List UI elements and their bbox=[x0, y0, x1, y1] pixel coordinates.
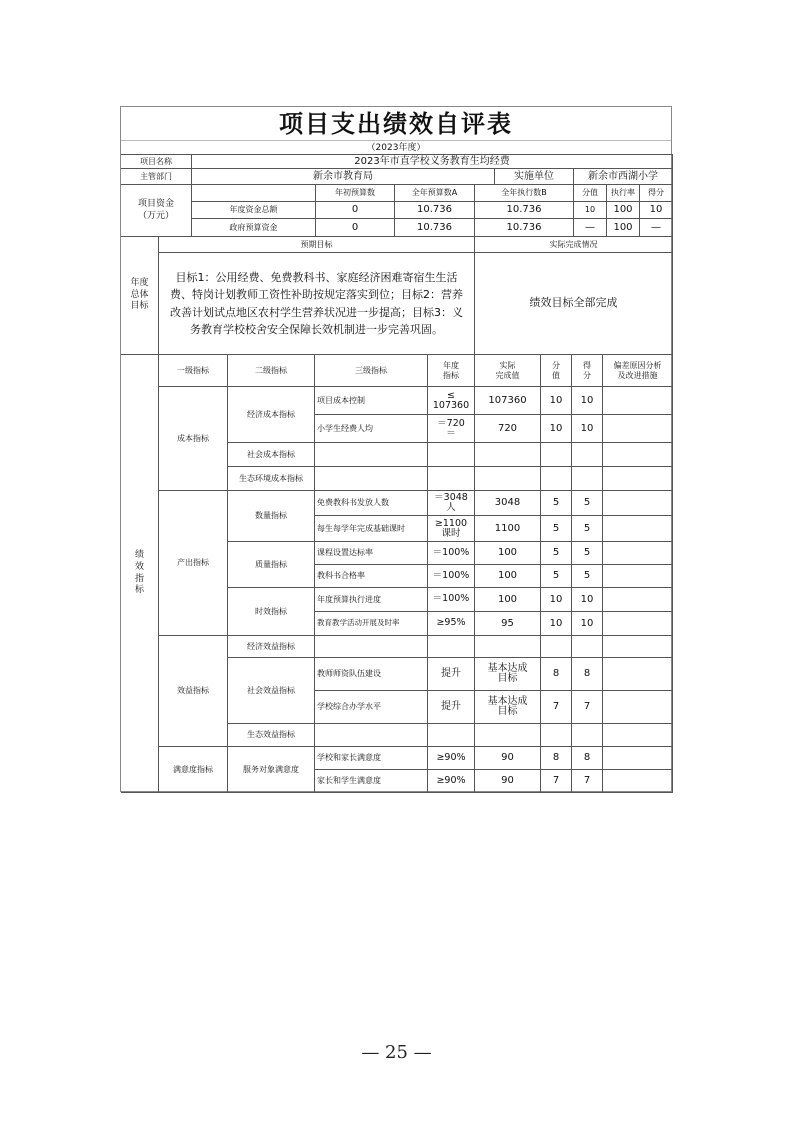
indicator-points: 8 bbox=[541, 658, 572, 691]
label-funds: 项目资金 （万元） bbox=[121, 185, 192, 237]
indicator-deviation bbox=[603, 415, 673, 443]
indicator-name: 学校综合办学水平 bbox=[315, 691, 428, 724]
indicator-index: 提升 bbox=[428, 658, 475, 691]
empty-cell bbox=[572, 467, 603, 491]
indicator-actual: 95 bbox=[475, 612, 541, 636]
indicator-name: 课程设置达标率 bbox=[315, 542, 428, 565]
level2-social-benefit: 社会效益指标 bbox=[228, 658, 315, 724]
empty-cell bbox=[315, 443, 428, 467]
table-title: 项目支出绩效自评表 bbox=[279, 109, 513, 138]
indicator-actual: 90 bbox=[475, 747, 541, 770]
indicator-score: 10 bbox=[572, 612, 603, 636]
indicator-actual: 720 bbox=[475, 415, 541, 443]
indicator-deviation bbox=[603, 588, 673, 612]
empty-cell bbox=[541, 467, 572, 491]
label-impl-unit: 实施单位 bbox=[495, 169, 574, 185]
indicator-score: 8 bbox=[572, 747, 603, 770]
level2-quantity: 数量指标 bbox=[228, 491, 315, 542]
indicator-points: 10 bbox=[541, 588, 572, 612]
empty-cell bbox=[428, 724, 475, 747]
indicator-score: 5 bbox=[572, 491, 603, 516]
indicator-index: ≤ 107360 bbox=[428, 387, 475, 415]
total-full-budget: 10.736 bbox=[395, 202, 475, 219]
indicator-name: 小学生经费人均 bbox=[315, 415, 428, 443]
empty-cell bbox=[541, 443, 572, 467]
total-exec-rate: 100 bbox=[607, 202, 640, 219]
indicator-points: 10 bbox=[541, 612, 572, 636]
level1-benefit: 效益指标 bbox=[159, 636, 228, 747]
empty-cell bbox=[603, 724, 673, 747]
empty-cell bbox=[315, 467, 428, 491]
empty-cell bbox=[475, 467, 541, 491]
empty-cell bbox=[541, 724, 572, 747]
project-name-value: 2023年市直学校义务教育生均经费 bbox=[192, 154, 673, 169]
label-full-budget: 全年预算数A bbox=[395, 185, 475, 202]
indicator-score: 10 bbox=[572, 588, 603, 612]
indicator-points: 5 bbox=[541, 516, 572, 542]
empty-cell bbox=[603, 443, 673, 467]
total-score: 10 bbox=[640, 202, 673, 219]
label-score: 得分 bbox=[640, 185, 673, 202]
indicator-deviation bbox=[603, 491, 673, 516]
empty-cell bbox=[572, 724, 603, 747]
gov-score-value: — bbox=[574, 219, 607, 237]
empty-cell bbox=[572, 636, 603, 658]
label-dept: 主管部门 bbox=[121, 169, 192, 185]
label-project-name: 项目名称 bbox=[121, 154, 192, 169]
label-full-exec: 全年执行数B bbox=[475, 185, 574, 202]
total-full-exec: 10.736 bbox=[475, 202, 574, 219]
empty-cell bbox=[315, 724, 428, 747]
label-exec-rate: 执行率 bbox=[607, 185, 640, 202]
indicator-score: 7 bbox=[572, 691, 603, 724]
empty-cell bbox=[541, 636, 572, 658]
level2-eco-benefit: 生态效益指标 bbox=[228, 724, 315, 747]
indicator-name: 教师师资队伍建设 bbox=[315, 658, 428, 691]
gov-score: — bbox=[640, 219, 673, 237]
col-actual-value: 实际 完成值 bbox=[475, 355, 541, 387]
level2-timeliness: 时效指标 bbox=[228, 588, 315, 636]
table-year: （2023年度） bbox=[121, 140, 671, 155]
indicator-name: 教科书合格率 bbox=[315, 565, 428, 588]
level1-cost: 成本指标 bbox=[159, 387, 228, 491]
indicator-name: 项目成本控制 bbox=[315, 387, 428, 415]
label-total-funds: 年度资金总额 bbox=[192, 202, 316, 219]
indicator-deviation bbox=[603, 747, 673, 770]
goal-result: 绩效目标全部完成 bbox=[475, 253, 673, 355]
indicator-index: ＝3048 人 bbox=[428, 491, 475, 516]
level2-social-cost: 社会成本指标 bbox=[228, 443, 315, 467]
col-level3: 三级指标 bbox=[315, 355, 428, 387]
indicator-index: 提升 bbox=[428, 691, 475, 724]
total-score-value: 10 bbox=[574, 202, 607, 219]
empty-cell bbox=[428, 467, 475, 491]
gov-full-exec: 10.736 bbox=[475, 219, 574, 237]
level2-econ-cost: 经济成本指标 bbox=[228, 387, 315, 443]
col-annual-index: 年度 指标 bbox=[428, 355, 475, 387]
empty-cell bbox=[572, 443, 603, 467]
col-deviation: 偏差原因分析 及改进措施 bbox=[603, 355, 673, 387]
indicator-score: 10 bbox=[572, 387, 603, 415]
empty-cell bbox=[315, 636, 428, 658]
page-number: — 25 — bbox=[361, 1042, 432, 1063]
empty-cell bbox=[475, 724, 541, 747]
indicator-index: ≥90% bbox=[428, 747, 475, 770]
indicator-deviation bbox=[603, 516, 673, 542]
label-annual-goal: 年度 总体 目标 bbox=[121, 237, 159, 355]
indicator-deviation bbox=[603, 565, 673, 588]
indicator-actual: 100 bbox=[475, 565, 541, 588]
goal-text: 目标1：公用经费、免费教科书、家庭经济困难寄宿生生活费、特岗计划教师工资性补助按规定落实到位；目标2：营养改善计划试点地区农村学生营养状况进一步提高；目标3：义务教育学校校舍安全保障长效机制进一步完善巩固。 bbox=[159, 253, 475, 355]
indicator-index: ＝100% bbox=[428, 565, 475, 588]
empty-cell bbox=[475, 636, 541, 658]
label-perf-indicator: 绩 效 指 标 bbox=[121, 355, 159, 793]
label-initial-budget: 年初预算数 bbox=[316, 185, 395, 202]
indicator-index: ＝100% bbox=[428, 542, 475, 565]
impl-unit-value: 新余市西湖小学 bbox=[574, 169, 673, 185]
indicator-points: 5 bbox=[541, 491, 572, 516]
indicator-score: 5 bbox=[572, 565, 603, 588]
indicator-index: ≥90% bbox=[428, 770, 475, 793]
col-got: 得 分 bbox=[572, 355, 603, 387]
indicator-deviation bbox=[603, 387, 673, 415]
indicator-points: 10 bbox=[541, 387, 572, 415]
indicator-deviation bbox=[603, 542, 673, 565]
indicator-actual: 90 bbox=[475, 770, 541, 793]
indicator-name: 免费教科书发放人数 bbox=[315, 491, 428, 516]
level2-econ-benefit: 经济效益指标 bbox=[228, 636, 315, 658]
level2-eco-cost: 生态环境成本指标 bbox=[228, 467, 315, 491]
empty-cell bbox=[603, 636, 673, 658]
empty-cell bbox=[428, 443, 475, 467]
indicator-points: 5 bbox=[541, 542, 572, 565]
total-initial: 0 bbox=[316, 202, 395, 219]
empty-cell bbox=[603, 467, 673, 491]
gov-full-budget: 10.736 bbox=[395, 219, 475, 237]
col-points: 分 值 bbox=[541, 355, 572, 387]
label-score-value: 分值 bbox=[574, 185, 607, 202]
indicator-score: 5 bbox=[572, 542, 603, 565]
indicator-index: ≥1100 课时 bbox=[428, 516, 475, 542]
indicator-actual: 107360 bbox=[475, 387, 541, 415]
performance-evaluation-table bbox=[120, 106, 672, 792]
col-level2: 二级指标 bbox=[228, 355, 315, 387]
gov-initial: 0 bbox=[316, 219, 395, 237]
indicator-score: 5 bbox=[572, 516, 603, 542]
label-gov-funds: 政府预算资金 bbox=[192, 219, 316, 237]
indicator-actual: 基本达成 目标 bbox=[475, 658, 541, 691]
label-actual-status: 实际完成情况 bbox=[475, 237, 673, 253]
gov-exec-rate: 100 bbox=[607, 219, 640, 237]
indicator-points: 10 bbox=[541, 415, 572, 443]
indicator-deviation bbox=[603, 612, 673, 636]
funds-blank bbox=[192, 185, 316, 202]
indicator-index: ＝100% bbox=[428, 588, 475, 612]
indicator-name: 每生每学年完成基础课时 bbox=[315, 516, 428, 542]
indicator-index: ＝720 ＝ bbox=[428, 415, 475, 443]
level2-service: 服务对象满意度 bbox=[228, 747, 315, 793]
col-level1: 一级指标 bbox=[159, 355, 228, 387]
indicator-name: 教育教学活动开展及时率 bbox=[315, 612, 428, 636]
indicator-score: 7 bbox=[572, 770, 603, 793]
label-expected-goal: 预期目标 bbox=[159, 237, 475, 253]
indicator-score: 8 bbox=[572, 658, 603, 691]
indicator-actual: 3048 bbox=[475, 491, 541, 516]
indicator-index: ≥95% bbox=[428, 612, 475, 636]
indicator-points: 7 bbox=[541, 770, 572, 793]
level2-quality: 质量指标 bbox=[228, 542, 315, 588]
indicator-actual: 100 bbox=[475, 542, 541, 565]
empty-cell bbox=[475, 443, 541, 467]
indicator-name: 学校和家长满意度 bbox=[315, 747, 428, 770]
indicator-deviation bbox=[603, 691, 673, 724]
indicator-points: 7 bbox=[541, 691, 572, 724]
indicator-actual: 基本达成 目标 bbox=[475, 691, 541, 724]
indicator-points: 5 bbox=[541, 565, 572, 588]
empty-cell bbox=[428, 636, 475, 658]
dept-value: 新余市教育局 bbox=[192, 169, 495, 185]
indicator-points: 8 bbox=[541, 747, 572, 770]
indicator-actual: 1100 bbox=[475, 516, 541, 542]
indicator-name: 年度预算执行进度 bbox=[315, 588, 428, 612]
indicator-deviation bbox=[603, 658, 673, 691]
indicator-name: 家长和学生满意度 bbox=[315, 770, 428, 793]
indicator-actual: 100 bbox=[475, 588, 541, 612]
indicator-score: 10 bbox=[572, 415, 603, 443]
level1-output: 产出指标 bbox=[159, 491, 228, 636]
level1-satisfaction: 满意度指标 bbox=[159, 747, 228, 793]
indicator-deviation bbox=[603, 770, 673, 793]
